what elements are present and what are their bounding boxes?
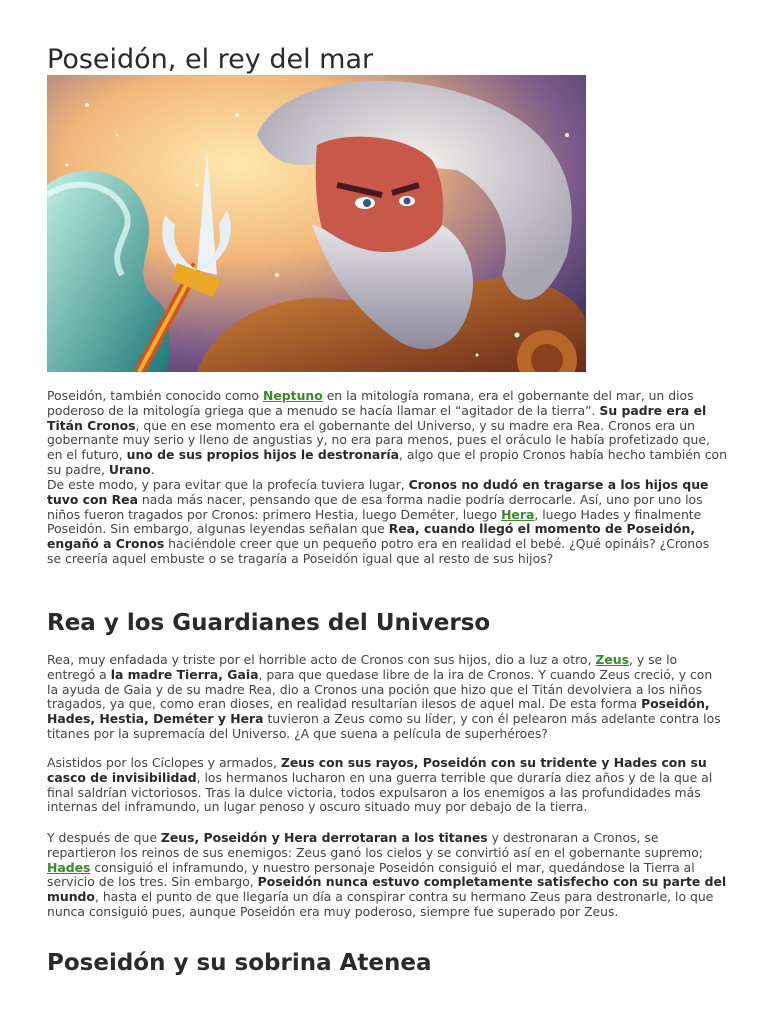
link-hades[interactable]: Hades bbox=[47, 859, 91, 875]
paragraph-war: Asistidos por los Cíclopes y armados, Zeus con sus rayos, Poseidón con su tridente y Hades con su casco de invisibilidad, los hermanos lucharon en una guerra terrible que duraría diez años y de la que al final saldrían victoriosos. Tras la dulce victoria, todos expulsaron a los enemigos a las profundidades más internas del inframundo, un lugar penoso y oscuro situado muy por debajo de la tierra. bbox=[47, 755, 713, 815]
section-heading-rea: Rea y los Guardianes del Universo bbox=[47, 610, 491, 636]
link-neptuno[interactable]: Neptuno bbox=[263, 388, 323, 403]
link-hera[interactable]: Hera bbox=[501, 506, 535, 522]
link-zeus[interactable]: Zeus bbox=[595, 652, 629, 667]
paragraph-cronos: De este modo, y para evitar que la profecía tuviera lugar, Cronos no dudó en tragarse a los hijos que tuvo con Rea nada más nacer, pensando que de esa forma nadie podría derrocarle. Así, uno por uno los niños fueron tragados por Cronos: primero Hestia, luego Deméter, luego Hera, luego Hades y finalmente Poseidón. Sin embargo, algunas leyendas señalan que Rea, cuando llegó el momento de Poseidón, engañó a Cronos haciéndole creer que un pequeño potro era en realidad el bebé. ¿Qué opináis? ¿Cronos se creería aquel embuste o se tragaría a Poseidón igual que al resto de sus hijos? bbox=[47, 477, 710, 566]
paragraph-kingdoms: Y después de que Zeus, Poseidón y Hera derrotaran a los titanes y destronaran a Cronos, se repartieron los reinos de sus enemigos: Zeus ganó los cielos y se convirtió así en el gobernante supremo; Hades consiguió el inframundo, y nuestro personaje Poseidón consiguió el mar, quedándose la Tierra al servicio de los tres. Sin embargo, Poseidón nunca estuvo completamente satisfecho con su parte del mundo, hasta el punto de que llegaría un día a conspirar contra su hermano Zeus para destronarle, lo que nunca consiguió pues, aunque Poseidón era muy poderoso, siempre fue superado por Zeus. bbox=[47, 830, 727, 919]
hero-image bbox=[47, 75, 586, 372]
paragraph-rea: Rea, muy enfadada y triste por el horrible acto de Cronos con sus hijos, dio a luz a otro, Zeus, y se lo entregó a la madre Tierra, Gaia, para que quedase libre de la ira de Cronos. Y cuando Zeus creció, y con la ayuda de Gaia y de su madre Rea, dio a Cronos una poción que hizo que el Titán devolviera a los niños tragados, ya que, como eran dioses, en realidad resultarían ilesos de aquel mal. De esta forma Poseidón, Hades, Hestia, Deméter y Hera tuvieron a Zeus como su líder, y con él pelearon más adelante contra los titanes por la supremacía del Universo. ¿A que suena a película de superhéroes? bbox=[47, 652, 721, 741]
paragraph-intro: Poseidón, también conocido como Neptuno en la mitología romana, era el gobernante del mar, un dios poderoso de la mitología griega que a menudo se hacía llamar el “agitador de la tierra”. Su padre era el Titán Cronos, que en ese momento era el gobernante del Universo, y su madre era Rea. Cronos era un gobernante muy serio y lleno de angustias y, no era para menos, pues el oráculo le había profetizado que, en el futuro, uno de sus propios hijos le destronaría, algo que el propio Cronos había hecho también con su padre, Urano. bbox=[47, 388, 727, 477]
page-title: Poseidón, el rey del mar bbox=[47, 44, 374, 75]
section-heading-atenea: Poseidón y su sobrina Atenea bbox=[47, 950, 432, 976]
